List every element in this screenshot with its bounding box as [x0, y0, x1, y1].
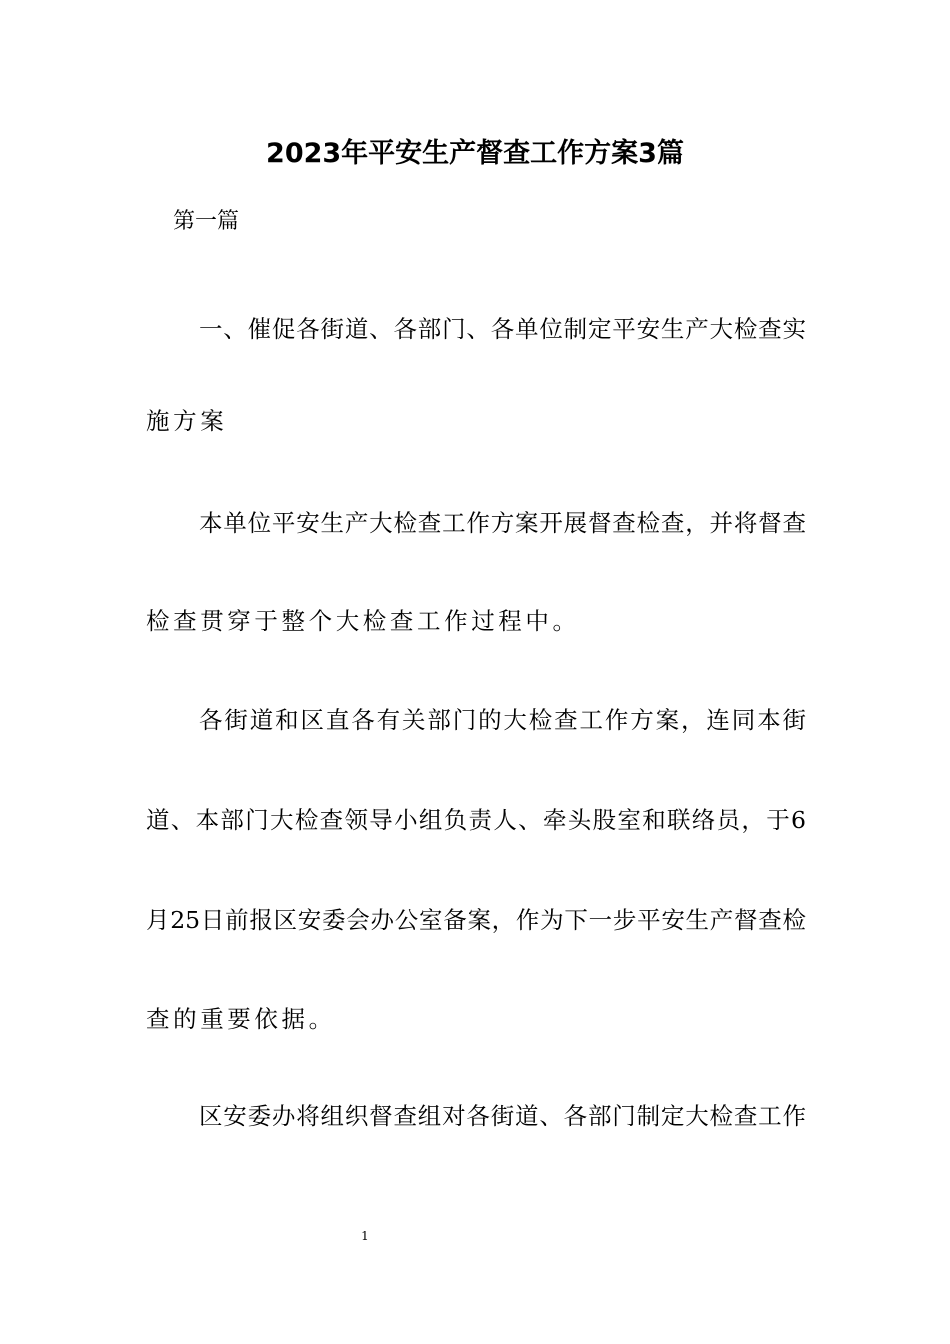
paragraph-line: 月25日前报区安委会办公室备案，作为下一步平安生产督查检 — [146, 906, 806, 934]
paragraph-line: 区安委办将组织督查组对各街道、各部门制定大检查工作 — [199, 1102, 806, 1130]
document-title: 2023年平安生产督查工作方案3篇 — [266, 138, 684, 169]
paragraph-line: 查的重要依据。 — [146, 1005, 336, 1033]
paragraph-line: 施方案 — [146, 407, 228, 435]
paragraph-line: 各街道和区直各有关部门的大检查工作方案，连同本街 — [199, 706, 806, 734]
paragraph-line: 道、本部门大检查领导小组负责人、牵头股室和联络员，于6 — [146, 806, 806, 834]
section-label: 第一篇 — [173, 209, 240, 234]
paragraph-line: 一、催促各街道、各部门、各单位制定平安生产大检查实 — [199, 315, 806, 343]
page-number: 1 — [361, 1229, 369, 1243]
paragraph-line: 检查贯穿于整个大检查工作过程中。 — [146, 607, 580, 635]
paragraph-line: 本单位平安生产大检查工作方案开展督查检查，并将督查 — [199, 509, 806, 537]
